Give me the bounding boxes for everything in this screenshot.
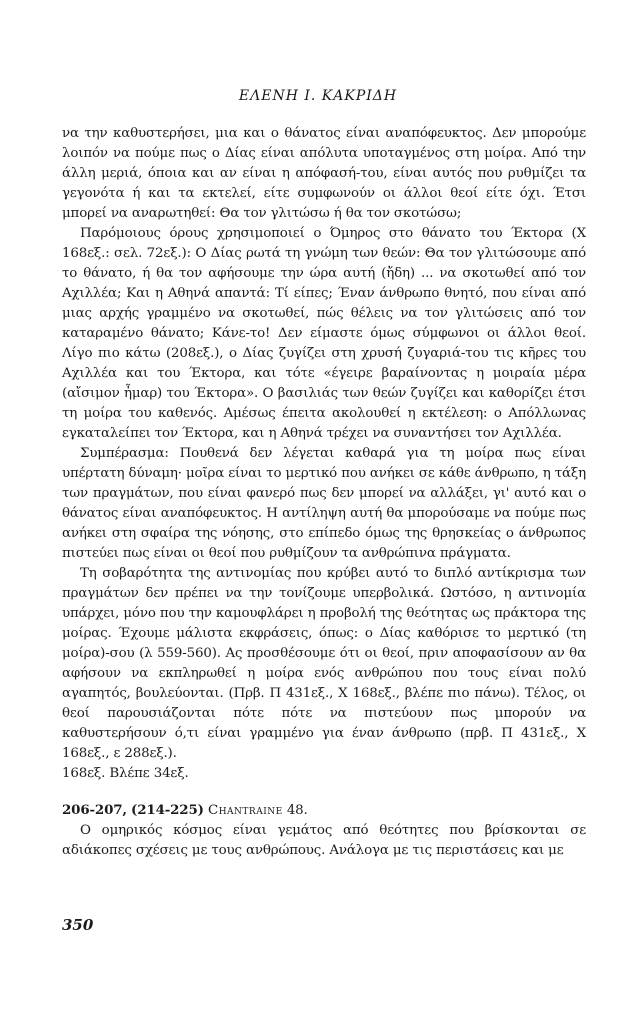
paragraph: Παρόμοιους όρους χρησιμοποιεί ο Όμηρος στο θάνατο του Έκτορα (Χ 168εξ.: σελ. 72εξ.): Ο Δίας ρωτά τη γνώμη των θεών: Θα τον γλιτώσουμε από το θάνατο, ή θα τον αφήσουμε την ώρα αυτή (ἤδη) ... να σκοτωθεί από τον Αχιλλέα; Και η Αθηνά απαντά: Τί είπες; Έναν άνθρωπο θνητό, που είναι από μιας αρχής γραμμένο να σκοτωθεί, πώς θέλεις να τον γλιτώσεις από τον καταραμένο θάνατο; Κάνε-το! Δεν είμαστε όμως σύμφωνοι οι άλλοι θεοί. Λίγο πιο κάτω (208εξ.), ο Δίας ζυγίζει στη χρυσή ζυγαριά-του τις κῆρες του Αχιλλέα και του Έκτορα, και τότε «έγειρε βαραίνοντας η μοιραία μέρα (αἴσιμον ἦμαρ) του Έκτορα». Ο βασιλιάς των θεών ζυγίζει και καθορίζει έτσι τη μοίρα του καθενός. Αμέσως έπειτα ακολουθεί η εκτέλεση: ο Απόλλωνας εγκαταλείπει τον Έκτορα, και η Αθηνά τρέχει να συναντήσει τον Αχιλλέα. xyxy=(62,226,586,441)
note-line: 168εξ. Βλέπε 34εξ. xyxy=(62,766,189,781)
page-number: 350 xyxy=(62,916,94,934)
paragraph: Συμπέρασμα: Πουθενά δεν λέγεται καθαρά για τη μοίρα πως είναι υπέρτατη δύναμη· μοῖρα είναι το μερτικό που ανήκει σε κάθε άνθρωπο, η τάξη των πραγμάτων, που είναι φανερό πως δεν μπορεί να αλλάξει, γι' αυτό και ο θάνατος είναι αναπόφευκτος. Η αντίληψη αυτή θα μπορούσαμε να πούμε πως ανήκει στη σφαίρα της νόησης, στο επίπεδο όμως της θρησκείας ο άνθρωπος πιστεύει πως είναι οι θεοί που ρυθμίζουν τα ανθρώπινα πράγματα. xyxy=(62,446,586,561)
reference-page: 48. xyxy=(286,803,308,818)
line-numbers: 206-207, xyxy=(62,802,127,818)
section-heading xyxy=(62,800,586,821)
paragraph: Τη σοβαρότητα της αντινομίας που κρύβει αυτό το διπλό αντίκρισμα των πραγμάτων δεν πρέπει να την τονίζουμε υπερβολικά. Ωστόσο, η αντινομία υπάρχει, μόνο που την καμουφλάρει η προβολή της θεότητας ως πράκτορα της μοίρας. Έχουμε μάλιστα εκφράσεις, όπως: ο Δίας καθόρισε το μερτικό (τη μοίρα)-σου (λ 559-560). Ας προσθέσουμε ότι οι θεοί, πριν αποφασίσουν αν θα αφήσουν να εκπληρωθεί η μοίρα ενός ανθρώπου που τους είναι πολύ αγαπητός, βουλεύονται. (Πρβ. Π 431εξ., Χ 168εξ., βλέπε πιο πάνω). Τέλος, οι θεοί παρουσιάζονται πότε πότε να πιστεύουν πως μπορούν να καθυστερήσουν ό,τι είναι γραμμένο για έναν άνθρωπο (πρβ. Π 431εξ., Χ 168εξ., ε 288εξ.). xyxy=(62,566,586,761)
paragraph: Ο ομηρικός κόσμος είναι γεμάτος από θεότητες που βρίσκονται σε αδιάκοπες σχέσεις με τους ανθρώπους. Ανάλογα με τις περιστάσεις και με xyxy=(62,823,586,858)
running-head: ΕΛΕΝΗ Ι. ΚΑΚΡΙΔΗ xyxy=(238,88,398,104)
reference-author: Chantraine xyxy=(207,803,283,818)
paragraph: να την καθυστερήσει, μια και ο θάνατος είναι αναπόφευκτος. Δεν μπορούμε λοιπόν να πούμε πως ο Δίας είναι απόλυτα υποταγμένος στη μοίρα. Από την άλλη μεριά, όποια και αν είναι η απόφασή-του, είναι αυτός που ρυθμίζει τα γεγονότα ή και τα εκτελεί, είτε συμφωνούν οι άλλοι θεοί είτε όχι. Έτσι μπορεί να αναρωτηθεί: Θα τον γλιτώσω ή θα τον σκοτώσω; xyxy=(62,126,586,221)
line-range: (214-225) xyxy=(131,802,204,818)
body-text xyxy=(62,124,586,861)
